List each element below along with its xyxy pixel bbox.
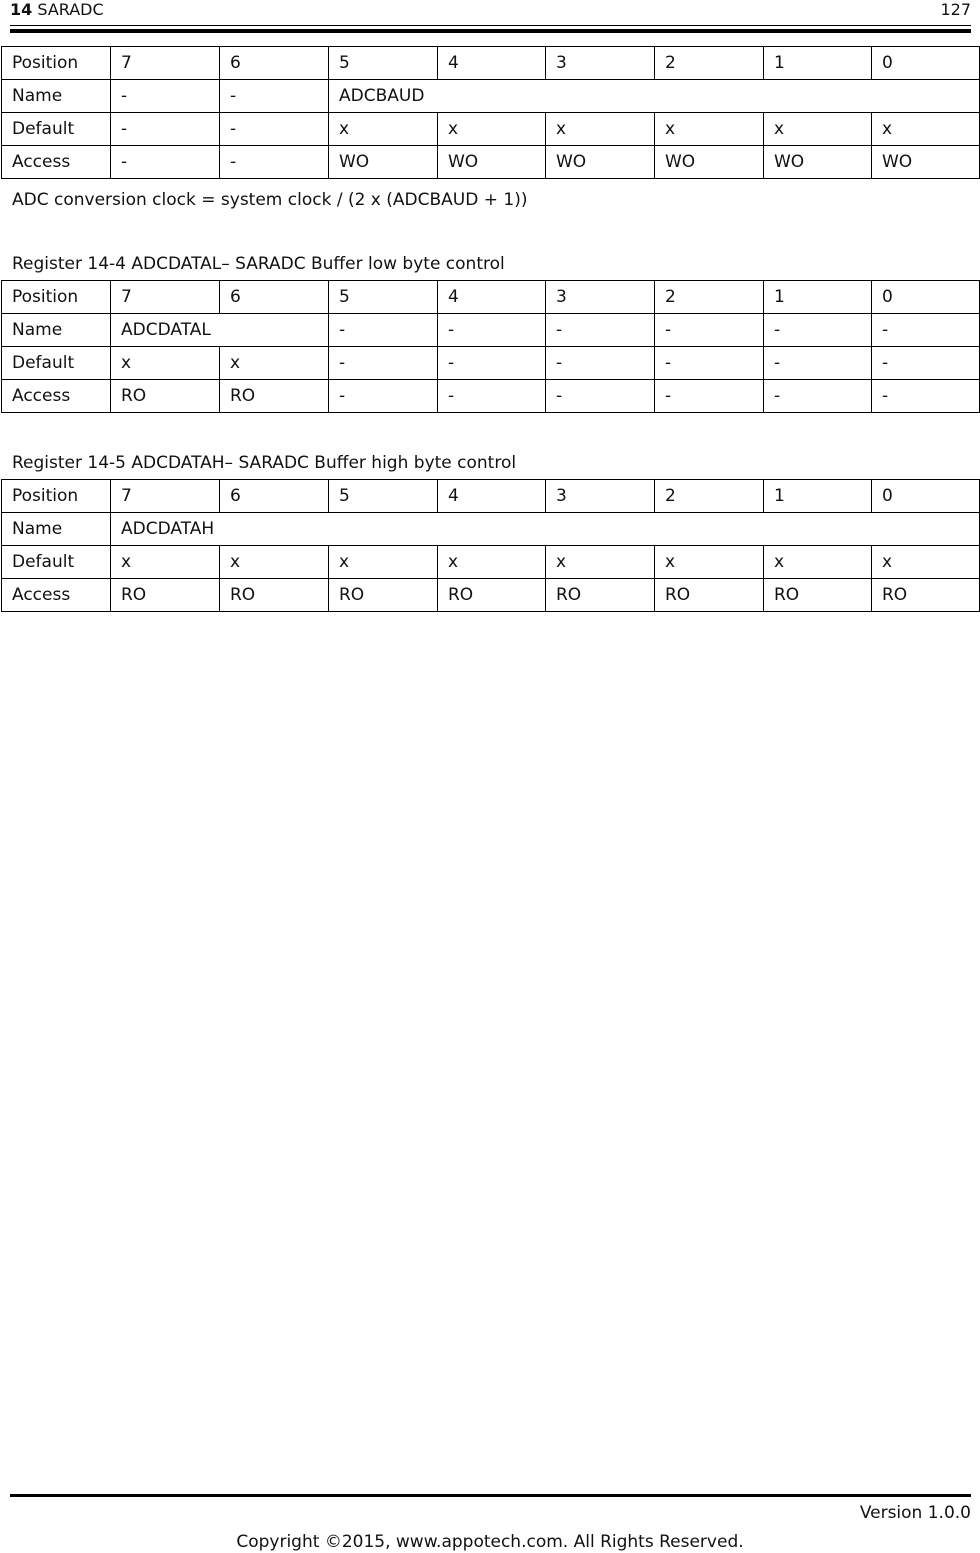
cell: x [546, 113, 655, 146]
cell: x [655, 546, 764, 579]
cell: WO [546, 146, 655, 179]
cell: Access [2, 146, 111, 179]
cell: x [764, 546, 872, 579]
cell: 5 [329, 47, 438, 80]
cell: - [872, 380, 980, 413]
cell: 6 [220, 480, 329, 513]
cell: 3 [546, 281, 655, 314]
page-header [10, 0, 971, 22]
cell: RO [546, 579, 655, 612]
cell: x [872, 113, 980, 146]
cell: x [111, 546, 220, 579]
conversion-clock-note: ADC conversion clock = system clock / (2 x (ADCBAUD + 1)) [12, 190, 528, 210]
register-table-adcdatah [1, 479, 980, 612]
cell: - [329, 347, 438, 380]
cell: RO [764, 579, 872, 612]
cell: 0 [872, 47, 980, 80]
cell: - [438, 347, 546, 380]
cell: RO [329, 579, 438, 612]
table-row [2, 513, 980, 546]
cell: WO [872, 146, 980, 179]
chapter-heading [10, 0, 104, 20]
register-caption-adcdatah: Register 14-5 ADCDATAH– SARADC Buffer high byte control [12, 453, 517, 473]
cell: - [220, 113, 329, 146]
cell: - [329, 314, 438, 347]
table-row [2, 47, 980, 80]
cell: 6 [220, 47, 329, 80]
cell: RO [872, 579, 980, 612]
cell: 7 [111, 281, 220, 314]
cell: 2 [655, 47, 764, 80]
cell: 0 [872, 281, 980, 314]
cell: - [546, 314, 655, 347]
register-table-adcbaud [1, 46, 980, 179]
cell: Name [2, 513, 111, 546]
cell: Default [2, 347, 111, 380]
register-caption-adcdatal: Register 14-4 ADCDATAL– SARADC Buffer low byte control [12, 254, 505, 274]
cell: Access [2, 380, 111, 413]
cell: 2 [655, 281, 764, 314]
cell: - [872, 314, 980, 347]
cell: Default [2, 546, 111, 579]
cell: 7 [111, 47, 220, 80]
cell: x [329, 546, 438, 579]
cell: x [438, 546, 546, 579]
cell: x [220, 347, 329, 380]
cell: Position [2, 281, 111, 314]
chapter-title: SARADC [37, 0, 104, 19]
cell: x [872, 546, 980, 579]
table-row [2, 480, 980, 513]
cell: Name [2, 314, 111, 347]
chapter-number: 14 [10, 0, 33, 19]
cell: - [220, 146, 329, 179]
cell: x [546, 546, 655, 579]
cell: WO [438, 146, 546, 179]
cell: - [655, 380, 764, 413]
cell: x [329, 113, 438, 146]
cell: 5 [329, 281, 438, 314]
header-rule-thick [10, 29, 971, 33]
cell: RO [438, 579, 546, 612]
footer-rule [10, 1494, 971, 1497]
table-row [2, 347, 980, 380]
cell: RO [220, 579, 329, 612]
cell: RO [111, 380, 220, 413]
cell: - [872, 347, 980, 380]
document-version: Version 1.0.0 [859, 1503, 971, 1523]
cell: Access [2, 579, 111, 612]
cell: 7 [111, 480, 220, 513]
register-table-adcdatal [1, 280, 980, 413]
cell: - [764, 314, 872, 347]
table-row [2, 146, 980, 179]
cell: WO [764, 146, 872, 179]
table-row [2, 546, 980, 579]
table-row [2, 281, 980, 314]
cell: - [111, 80, 220, 113]
cell: - [220, 80, 329, 113]
cell: 3 [546, 47, 655, 80]
cell: x [655, 113, 764, 146]
cell: 5 [329, 480, 438, 513]
cell: 0 [872, 480, 980, 513]
table-row [2, 380, 980, 413]
cell: Position [2, 480, 111, 513]
cell: RO [655, 579, 764, 612]
cell: x [111, 347, 220, 380]
table-row [2, 113, 980, 146]
cell: Name [2, 80, 111, 113]
cell: - [655, 314, 764, 347]
cell: 1 [764, 281, 872, 314]
cell: - [438, 380, 546, 413]
field-name-cell: ADCBAUD [329, 80, 980, 113]
cell: - [546, 347, 655, 380]
cell: 1 [764, 47, 872, 80]
cell: - [111, 146, 220, 179]
cell: - [438, 314, 546, 347]
cell: - [655, 347, 764, 380]
cell: WO [655, 146, 764, 179]
cell: RO [111, 579, 220, 612]
cell: 4 [438, 480, 546, 513]
field-name-cell: ADCDATAL [111, 314, 329, 347]
cell: RO [220, 380, 329, 413]
cell: 6 [220, 281, 329, 314]
page-number: 127 [940, 0, 971, 19]
cell: x [438, 113, 546, 146]
header-rule-thin [10, 25, 971, 26]
cell: 4 [438, 281, 546, 314]
cell: 1 [764, 480, 872, 513]
table-row [2, 80, 980, 113]
cell: - [764, 347, 872, 380]
cell: - [764, 380, 872, 413]
cell: Position [2, 47, 111, 80]
cell: x [764, 113, 872, 146]
cell: WO [329, 146, 438, 179]
cell: - [546, 380, 655, 413]
copyright-notice: Copyright ©2015, www.appotech.com. All Rights Reserved. [236, 1532, 744, 1552]
cell: 3 [546, 480, 655, 513]
cell: x [220, 546, 329, 579]
table-row [2, 579, 980, 612]
cell: - [329, 380, 438, 413]
field-name-cell: ADCDATAH [111, 513, 980, 546]
cell: Default [2, 113, 111, 146]
cell: - [111, 113, 220, 146]
cell: 4 [438, 47, 546, 80]
cell: 2 [655, 480, 764, 513]
table-row [2, 314, 980, 347]
